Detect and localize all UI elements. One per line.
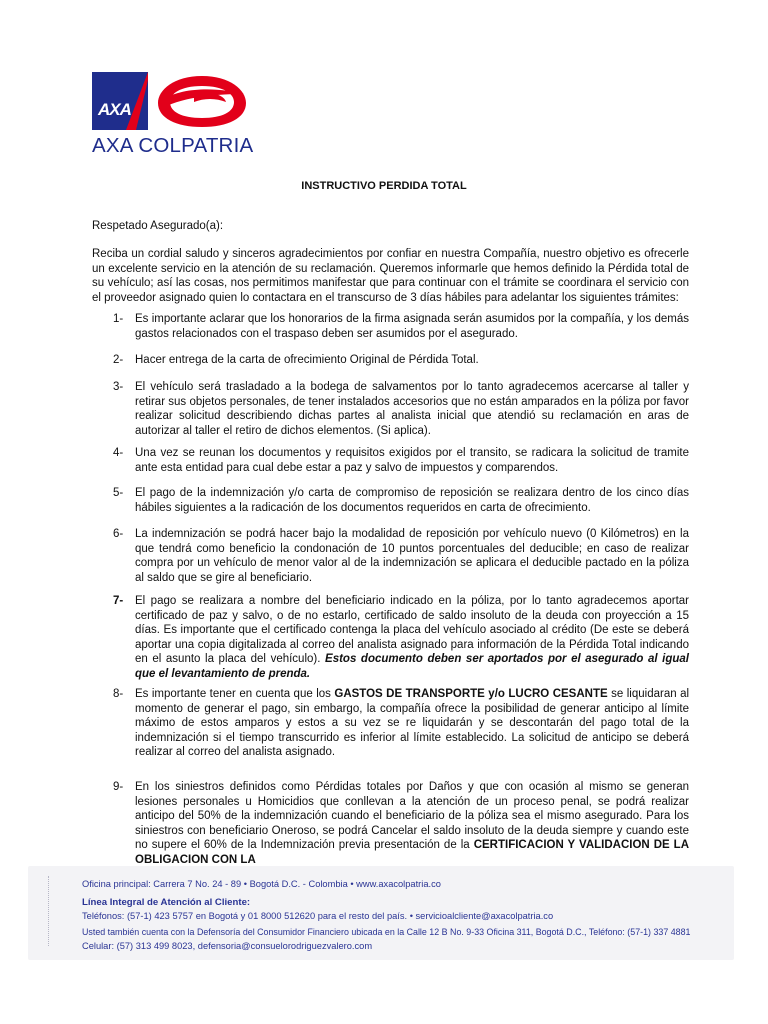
item-text: El vehículo será trasladado a la bodega de salvamentos por lo tanto agradecemos acercarse al taller y retirar sus objetos personales, de tener instalados accesorios que no están amparados en la póliza por favor realizar solicitud describiendo dichas partes al analista inicial que atendió su reclamación en aras de autorizar al taller el retiro de dichos elementos. (Si aplica).: [135, 381, 689, 437]
item-text-lead: Es importante tener en cuenta que los: [135, 688, 331, 700]
axa-logo-box: [92, 72, 148, 130]
footer-contact: Celular: (57) 313 499 8023, defensoria@consuelorodriguezvalero.com: [82, 941, 373, 951]
item-number: 7-: [113, 595, 124, 607]
greeting: Respetado Asegurado(a):: [92, 220, 224, 232]
axa-colpatria-logo: [90, 70, 260, 160]
item-text: El pago se realizara a nombre del beneficiario indicado en la póliza, por lo tanto agradecemos aportar certificado de paz y salvo, o de no estarlo, certificado de saldo insoluto de la deuda con proyección a 15 días. Es importante que el certificado contenga la placa del vehículo asociado al crédito (De este se deberá aportar una copia digitalizada al correo del analista asignado para información de la Pérdida Total indicando en el asunto la placa del vehículo).: [135, 595, 689, 666]
axa-logo-text: AXA: [98, 100, 131, 119]
footer-defensoria: Usted también cuenta con la Defensoría del Consumidor Financiero ubicada en la Calle 12 B No. 9-33 Oficina 311, Bogotá D.C., Teléfono: (57-1) 337 4881: [82, 927, 691, 937]
colpatria-swoosh-icon: [154, 72, 250, 130]
item-number: 5-: [113, 487, 124, 499]
item-text: La indemnización se podrá hacer bajo la modalidad de reposición por vehículo nuevo (0 Kilómetros) en la que tendrá como beneficio la condonación de 10 puntos porcentuales del deducible; en caso de realizar compra por un vehículo de menor valor al de la indemnización se aplicara el deducible pactado en la póliza al saldo que se gire al beneficiario.: [135, 528, 689, 584]
item-number: 1-: [113, 313, 124, 325]
list-item: [113, 486, 689, 515]
list-item: [113, 594, 689, 682]
footer-address: Oficina principal: Carrera 7 No. 24 - 89 • Bogotá D.C. - Colombia • www.axacolpatria.co: [82, 879, 441, 889]
footer-phones: Teléfonos: (57-1) 423 5757 en Bogotá y 01 8000 512620 para el resto del país. • servicioalcliente@axacolpatria.co: [82, 911, 554, 921]
item-text: Una vez se reunan los documentos y requisitos exigidos por el transito, se radicara la solicitud de tramite ante esta entidad para cual debe estar a paz y salvo de impuestos y comparendos.: [135, 447, 689, 474]
footer-service-heading: Línea Integral de Atención al Cliente:: [82, 897, 251, 908]
list-item: [113, 353, 689, 368]
list-item: [113, 527, 689, 585]
item-text: se liquidaran al momento de generar el pago, sin embargo, la compañía ofrece la posibilidad de generar anticipo al límite máximo de estos amparos y estos a su vez se re liquidarán y se descontarán del pago total de la indemnización si el tiempo transcurrido es inferior al límite establecido. La solicitud de anticipo se deberá realizar al correo del analista asignado.: [135, 688, 690, 759]
item-number: 9-: [113, 781, 124, 793]
list-item: [113, 380, 689, 438]
item-text: El pago de la indemnización y/o carta de compromiso de reposición se realizara dentro de los cinco días hábiles siguientes a la radicación de los documentos requeridos en carta de ofrecimiento.: [135, 487, 689, 514]
footer: [28, 866, 734, 960]
item-strong: GASTOS DE TRANSPORTE y/o LUCRO CESANTE: [334, 688, 608, 700]
item-strong: CERTIFICACION Y VALIDACION DE LA OBLIGACION CON LA: [135, 839, 690, 866]
footer-side-mark: [48, 876, 52, 946]
item-text: Es importante aclarar que los honorarios de la firma asignada serán asumidos por la compañía, y los demás gastos relacionados con el traspaso deben ser asumidos por el asegurado.: [135, 313, 689, 340]
list-item: [113, 446, 689, 475]
list-item: [113, 687, 689, 760]
item-number: 4-: [113, 447, 124, 459]
item-number: 6-: [113, 528, 124, 540]
brand-name: AXA COLPATRIA: [92, 134, 254, 157]
item-text: En los siniestros definidos como Pérdidas totales por Daños y que con ocasión al mismo se generan lesiones personales u Homicidios que conllevan a la atención de un proceso penal, se podrá realizar anticipo del 50% de la indemnización cuando el beneficiario de la póliza sea el mismo asegurado. Para los siniestros con beneficiario Oneroso, se podrá Cancelar el saldo insoluto de la deuda siempre y cuando este no supere el 60% de la Indemnización previa presentación de la: [135, 781, 689, 852]
list-item: [113, 780, 689, 868]
list-item: [113, 312, 689, 341]
item-number: 3-: [113, 381, 124, 393]
item-text: Hacer entrega de la carta de ofrecimiento Original de Pérdida Total.: [135, 354, 479, 366]
intro-paragraph: Reciba un cordial saludo y sinceros agradecimientos por confiar en nuestra Compañía, nuestro objetivo es ofrecerle un excelente servicio en la atención de su reclamación. Queremos informarle que hemos definido la Pérdida total de su vehículo; así las cosas, nos permitimos manifestar que para continuar con el trámite se coordinara el servicio con el proveedor asignado quien lo contactara en el transcurso de 3 días hábiles para adelantar los siguientes trámites:: [92, 248, 689, 304]
item-number: 2-: [113, 354, 124, 366]
item-number: 8-: [113, 688, 124, 700]
document-title: INSTRUCTIVO PERDIDA TOTAL: [301, 180, 467, 192]
item-emphasis: Estos documento deben ser aportados por el asegurado al igual que el levantamiento de prenda.: [135, 653, 690, 680]
